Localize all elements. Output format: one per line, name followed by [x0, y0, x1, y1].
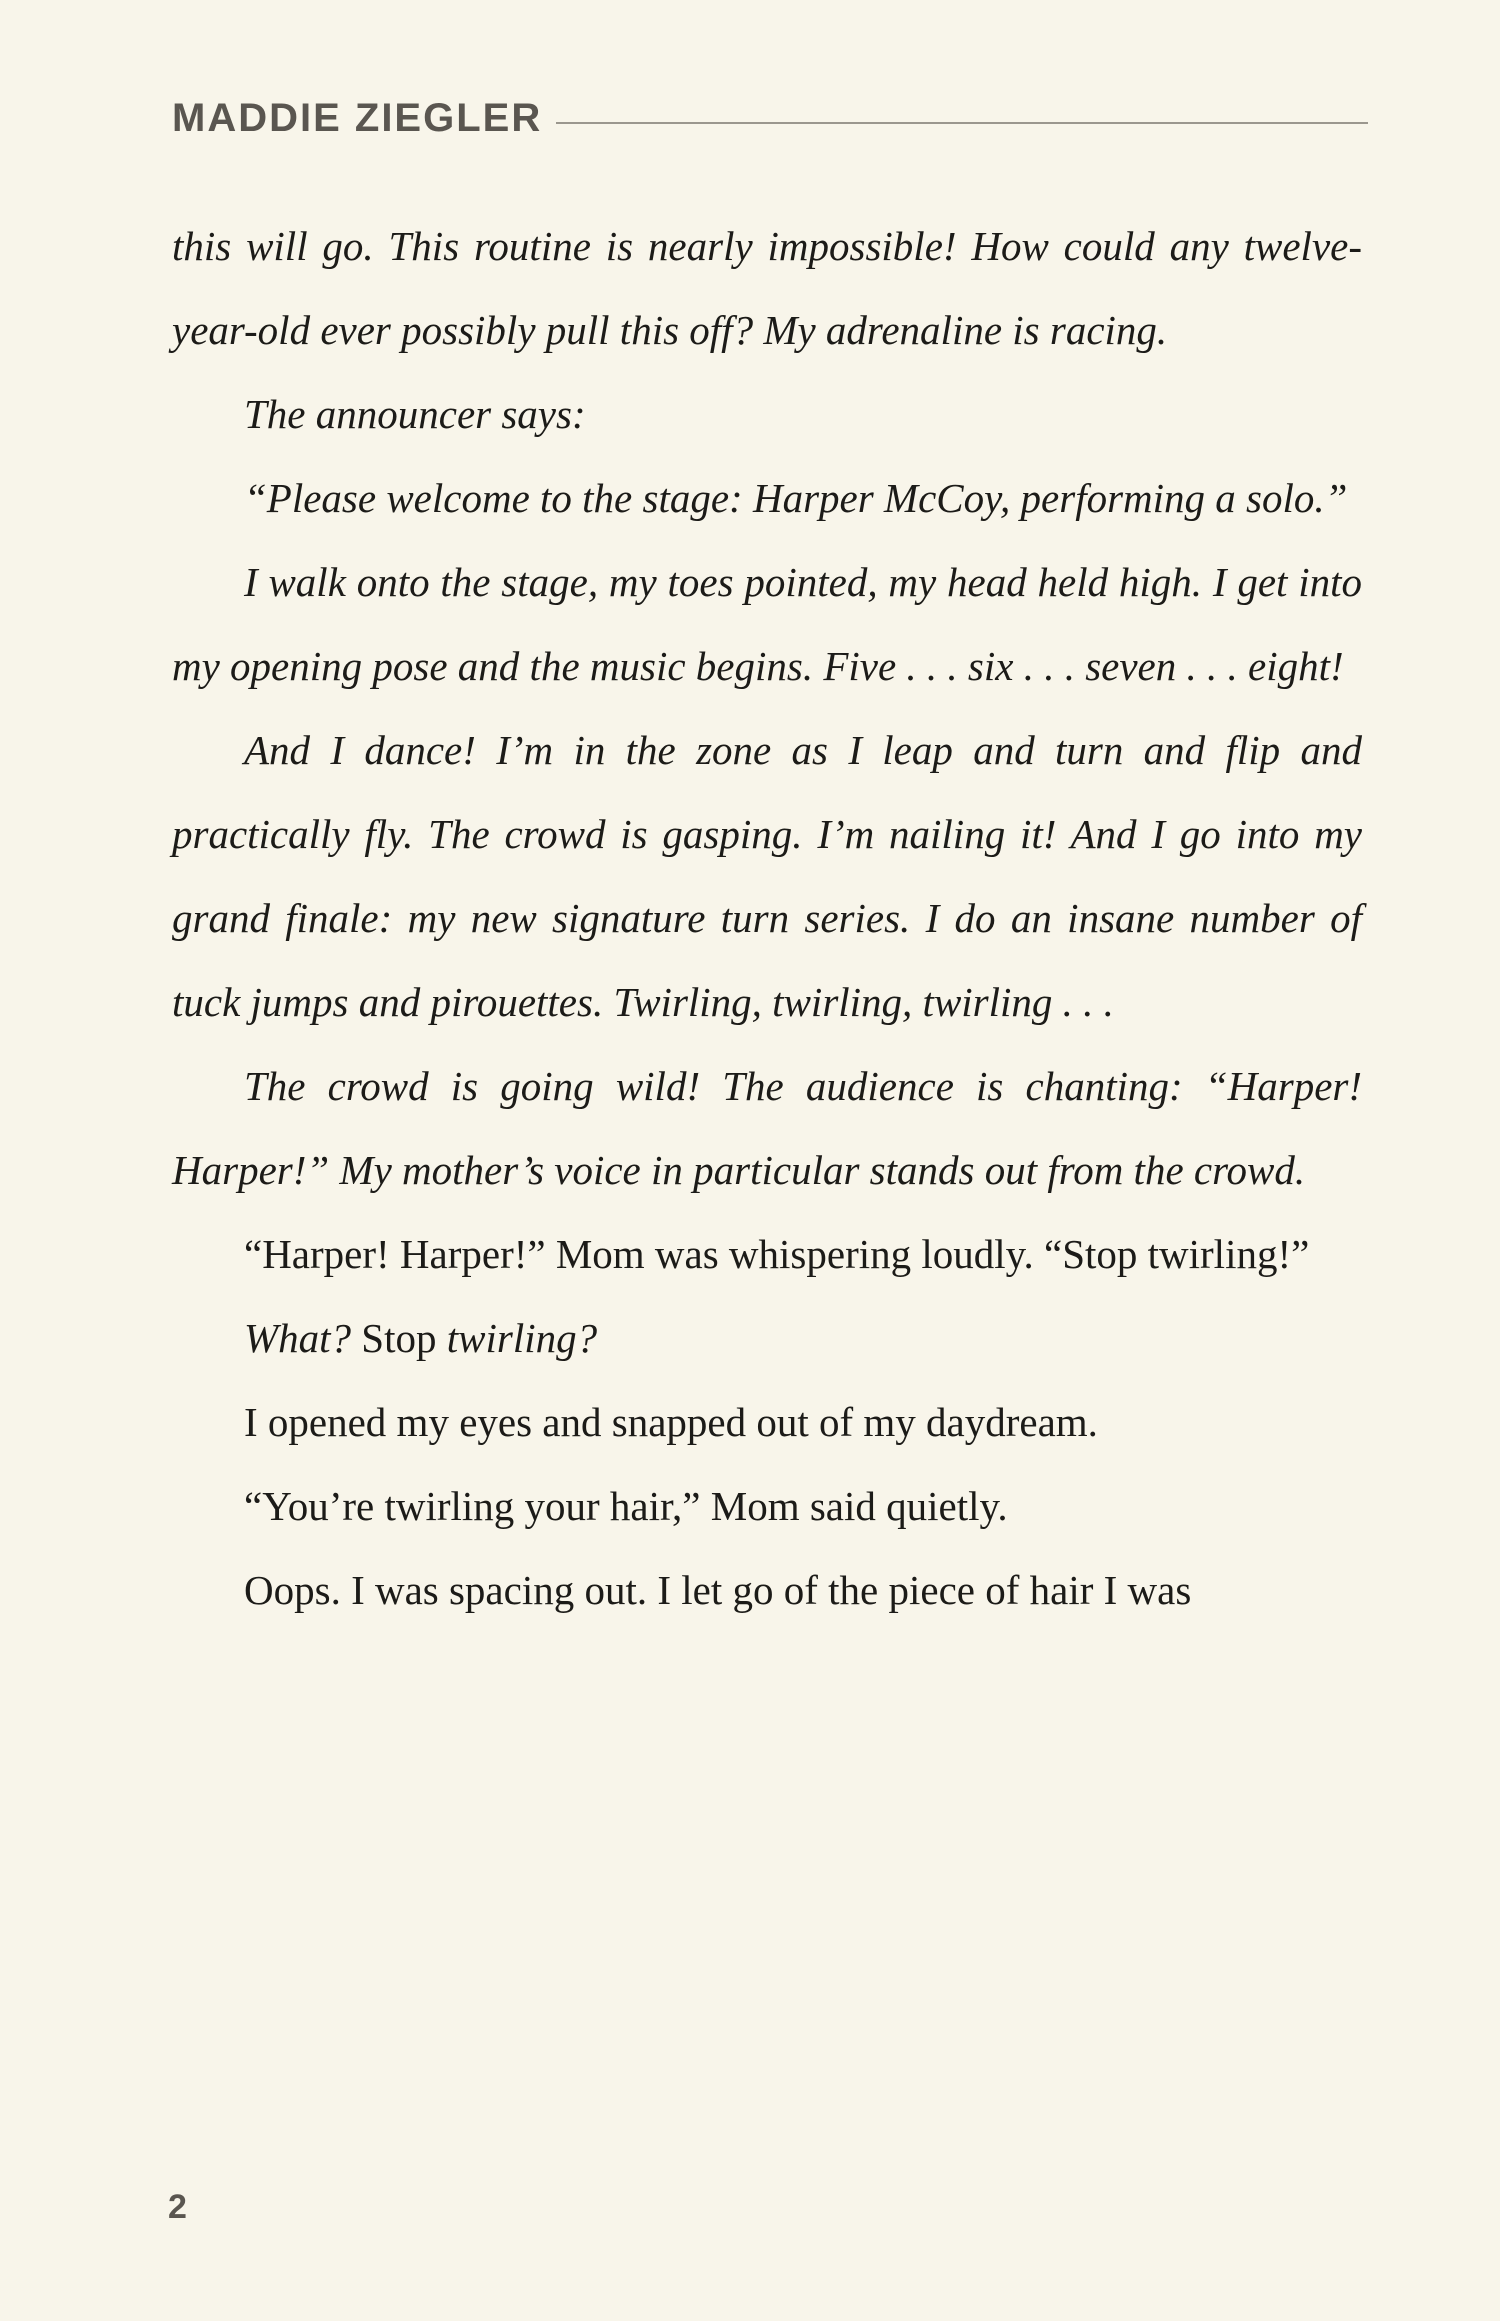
paragraph: I walk onto the stage, my toes pointed, my head held high. I get into my opening pose and the music begins. Five . . . six . . . seven . . . eight! — [172, 559, 1362, 689]
roman-run: Stop — [351, 1315, 447, 1361]
paragraph: Oops. I was spacing out. I let go of the piece of hair I was — [244, 1567, 1192, 1613]
italic-run: What? — [244, 1315, 352, 1361]
paragraph: And I dance! I’m in the zone as I leap and turn and flip and practically fly. The crowd is gasping. I’m nailing it! And I go into my grand finale: my new signature turn series. I do an insane number of tuck jumps and pirouettes. Twirling, twirling, twirling . . . — [172, 727, 1362, 1025]
running-head: MADDIE ZIEGLER — [172, 95, 543, 140]
paragraph: The crowd is going wild! The audience is chanting: “Harper! Harper!” My mother’s voice in particular stands out from the crowd. — [172, 1063, 1362, 1193]
paragraph: The announcer says: — [244, 391, 586, 437]
paragraph: “You’re twirling your hair,” Mom said quietly. — [244, 1483, 1008, 1529]
body-text — [172, 204, 1362, 1632]
page-header — [172, 88, 1368, 148]
paragraph: “Please welcome to the stage: Harper McCoy, performing a solo.” — [244, 475, 1348, 521]
page-number: 2 — [168, 2188, 187, 2226]
paragraph-mixed — [172, 1296, 1362, 1380]
header-rule — [556, 122, 1368, 124]
paragraph: “Harper! Harper!” Mom was whispering loudly. “Stop twirling!” — [244, 1231, 1310, 1277]
paragraph: this will go. This routine is nearly impossible! How could any twelve-year-old ever possibly pull this off? My adrenaline is racing. — [172, 223, 1362, 353]
paragraph: I opened my eyes and snapped out of my daydream. — [244, 1399, 1098, 1445]
italic-run: twirling? — [446, 1315, 598, 1361]
